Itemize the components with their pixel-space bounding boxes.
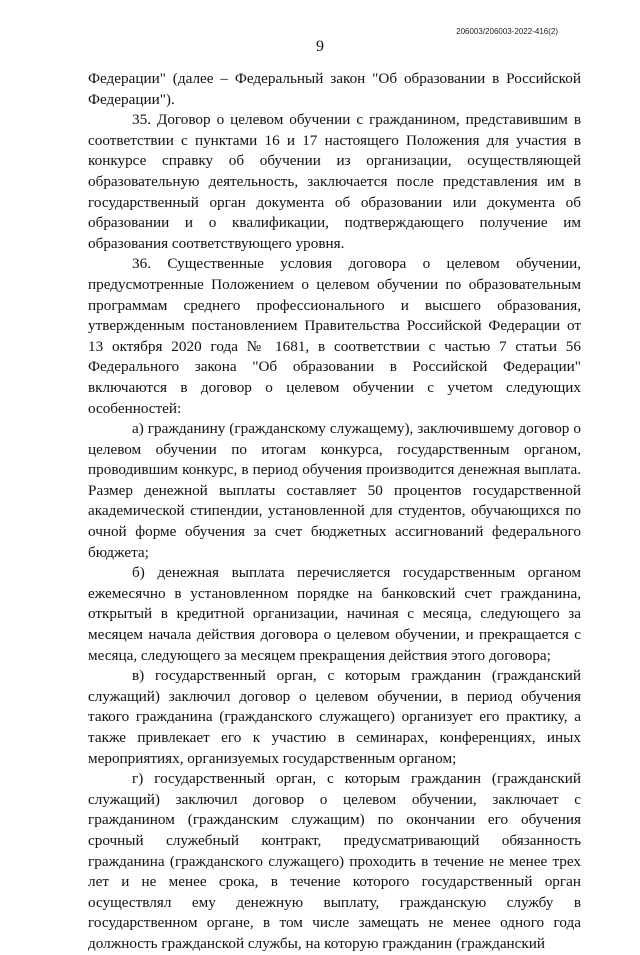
subparagraph-a: а) гражданину (гражданскому служащему), заключившему договор о целевом обучении по итогам конкурса, государственным органом, проводившим конкурс, в период обучения производится денежная выплата. Размер денежной выплаты составляет 50 процентов государственной академической стипендии, установленной для студентов, обучающихся по очной форме обучения за счет бюджетных ассигнований федерального бюджета;: [88, 420, 581, 561]
document-body: [88, 69, 581, 955]
page-number: 9: [316, 38, 324, 55]
subparagraph-g: г) государственный орган, с которым гражданин (гражданский служащий) заключил договор о целевом обучении, заключает с гражданином (гражданским служащим) по окончании его обучения срочный служебный контракт, предусматривающий обязанность гражданина (гражданского служащего) проходить в течение не менее трех лет и не менее срока, в течение которого государственный орган осуществлял ему денежную выплату, гражданскую службу в государственном органе, в том числе замещать не менее одного года должность гражданской службы, на которую гражданин (гражданский: [88, 770, 581, 952]
subparagraph-b: б) денежная выплата перечисляется государственным органом ежемесячно в установленном порядке на банковский счет гражданина, открытый в кредитной организации, начиная с месяца, следующего за месяцем начала действия договора о целевом обучении, и прекращается с месяца, следующего за месяцем прекращения действия этого договора;: [88, 564, 581, 664]
paragraph-35: 35. Договор о целевом обучении с гражданином, представившим в соответствии с пунктами 16 и 17 настоящего Положения для участия в конкурсе справку об обучении из организации, осуществляющей образовательную деятельность, заключается после представления им в государственный орган документа об образовании или документа об образовании и о квалификации, подтверждающего получение им образования соответствующего уровня.: [88, 111, 581, 252]
paragraph-36: 36. Существенные условия договора о целевом обучении, предусмотренные Положением о целевом обучении по образовательным программам среднего профессионального и высшего образования, утвержденным постановлением Правительства Российской Федерации от 13 октября 2020 года № 1681, в соответствии с частью 7 статьи 56 Федерального закона "Об образовании в Российской Федерации" включаются в договор о целевом обучении с учетом следующих особенностей:: [88, 255, 581, 417]
subparagraph-v: в) государственный орган, с которым гражданин (гражданский служащий) заключил договор о целевом обучении, в период обучения такого гражданина (гражданского служащего) организует его практику, а также привлекает его к участию в семинарах, конференциях, иных мероприятиях, организуемых государственным органом;: [88, 667, 581, 767]
paragraph-continuation: Федерации" (далее – Федеральный закон "Об образовании в Российской Федерации").: [88, 70, 581, 108]
document-number: 206003/206003-2022-416(2): [456, 27, 558, 36]
